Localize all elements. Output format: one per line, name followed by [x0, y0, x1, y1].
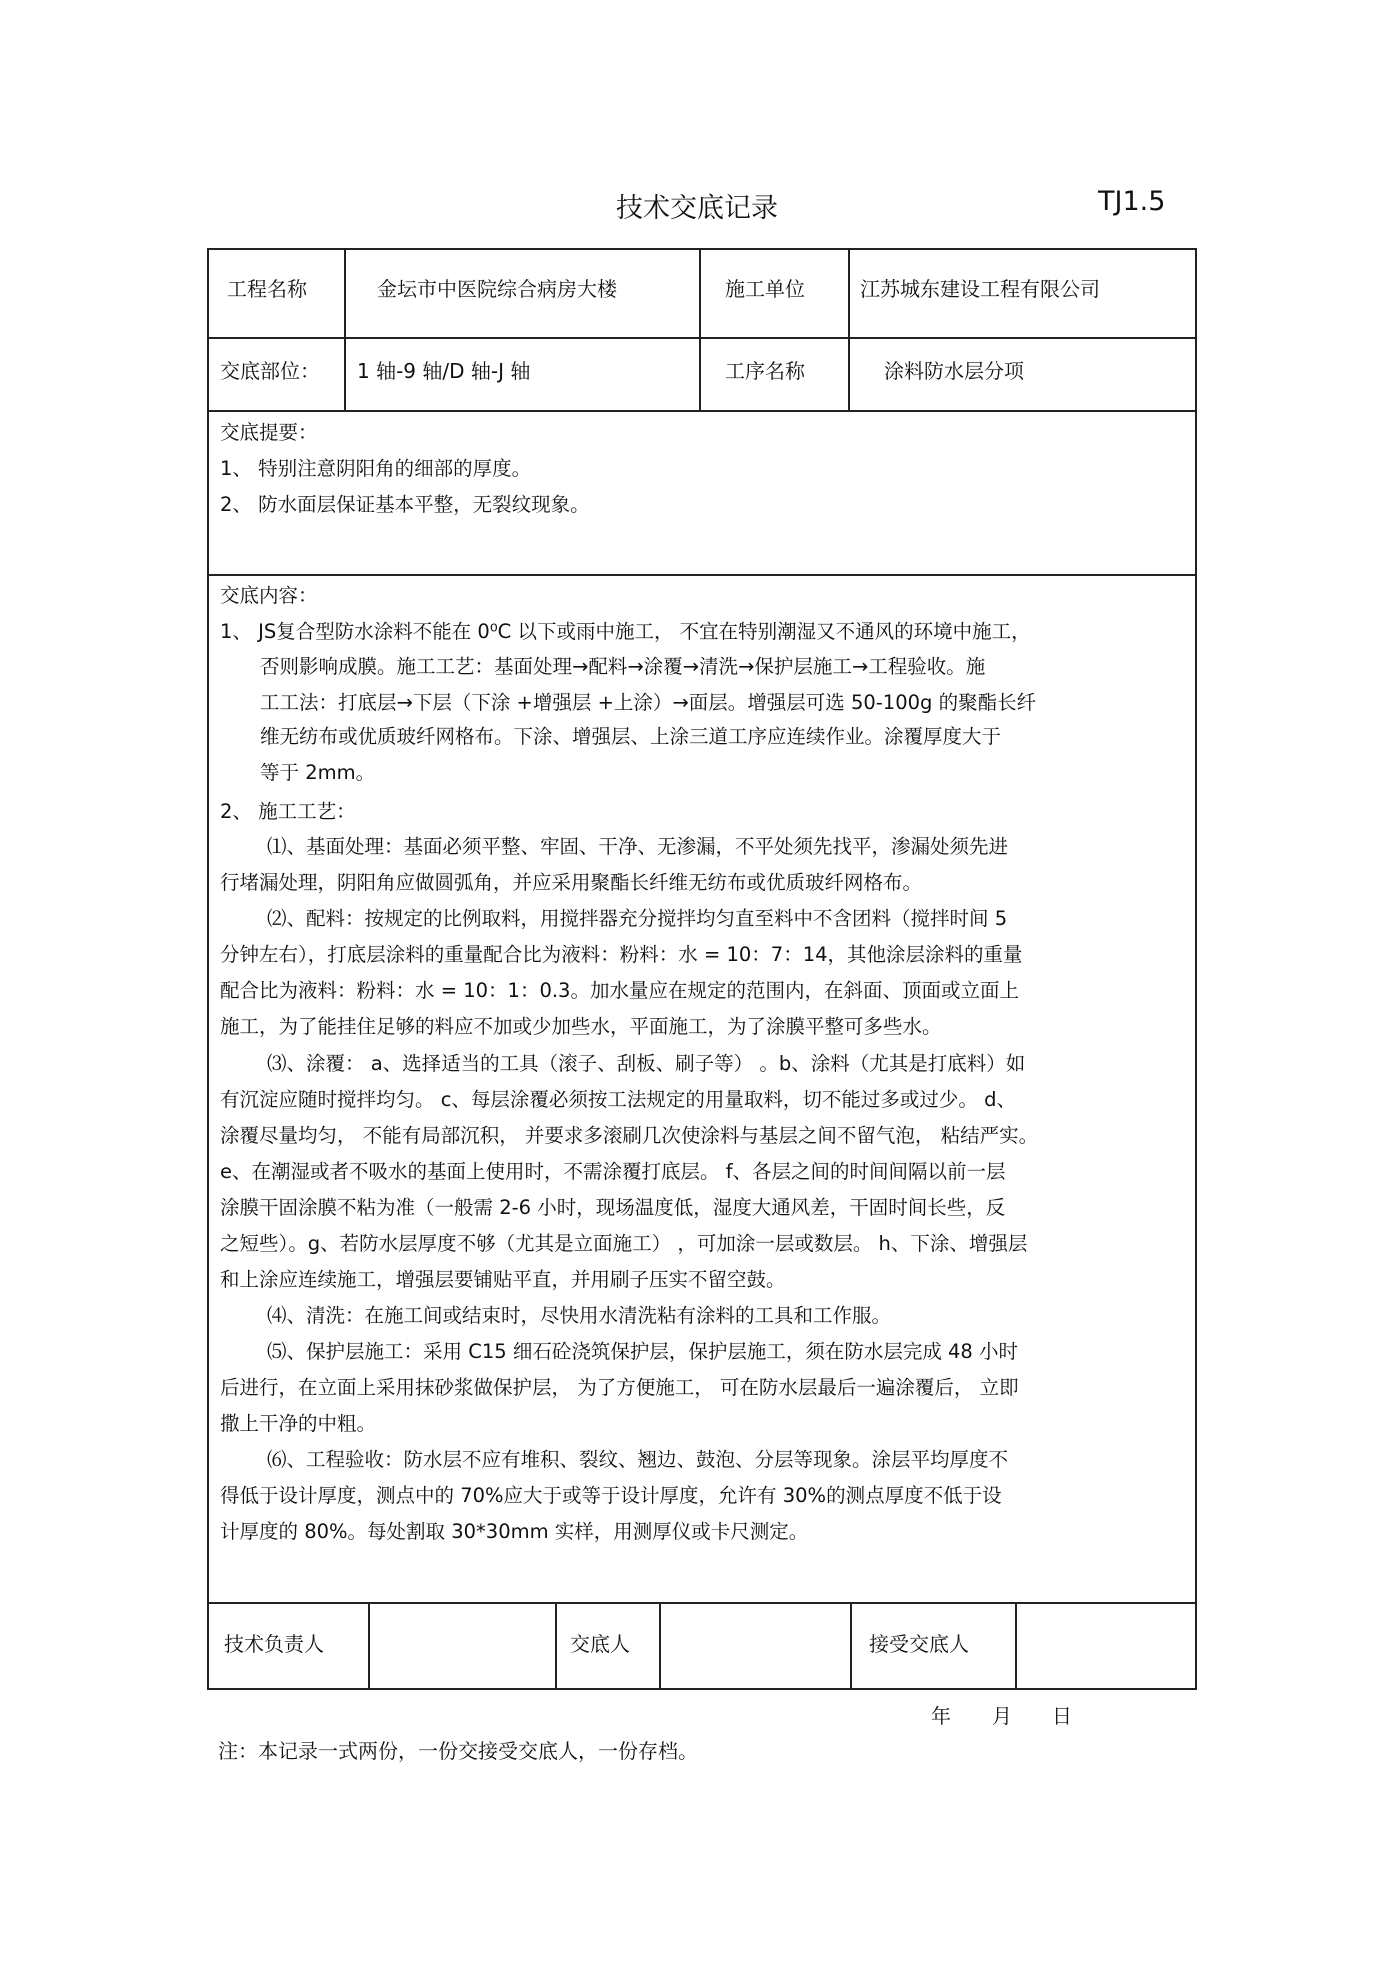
content-line: 涂覆尽量均匀， 不能有局部沉积， 并要求多滚刷几次使涂料与基层之间不留气泡， 粘结严实。	[220, 1124, 1039, 1147]
date-year: 年	[931, 1704, 951, 1728]
summary-heading: 交底提要：	[220, 421, 318, 444]
project-name-label: 工程名称	[227, 277, 307, 301]
row-divider	[209, 1602, 1195, 1604]
content-line: 和上涂应连续施工，增强层要铺贴平直，并用刷子压实不留空鼓。	[220, 1268, 786, 1291]
content-line: 有沉淀应随时搅拌均匀。 c、每层涂覆必须按工法规定的用量取料，切不能过多或过少。 d、	[220, 1088, 1016, 1111]
column-divider	[555, 1602, 557, 1688]
column-divider	[850, 1602, 852, 1688]
record-table	[207, 248, 1197, 1690]
row-divider	[209, 574, 1195, 576]
row-divider	[209, 410, 1195, 412]
date-month: 月	[992, 1704, 1012, 1728]
row-divider	[209, 337, 1195, 339]
content-line: 计厚度的 80%。每处割取 30*30mm 实样，用测厚仪或卡尺测定。	[220, 1520, 809, 1543]
content-line: 维无纺布或优质玻纤网格布。下涂、增强层、上涂三道工序应连续作业。涂覆厚度大于	[260, 725, 1002, 748]
content-line: 分钟左右），打底层涂料的重量配合比为液料：粉料：水 = 10：7：14，其他涂层涂料的重量	[220, 943, 1023, 966]
content-line: ⑹、工程验收：防水层不应有堆积、裂纹、翘边、鼓泡、分层等现象。涂层平均厚度不	[267, 1448, 1009, 1471]
tech-lead-label: 技术负责人	[224, 1632, 324, 1656]
construction-unit-value: 江苏城东建设工程有限公司	[860, 277, 1100, 301]
column-divider	[848, 250, 850, 410]
content-line: 否则影响成膜。施工工艺：基面处理→配料→涂覆→清洗→保护层施工→工程验收。施	[260, 655, 986, 678]
content-line: ⑵、配料：按规定的比例取料，用搅拌器充分搅拌均匀直至料中不含团料（搅拌时间 5	[267, 907, 1008, 930]
content-line: 工工法：打底层→下层（下涂 +增强层 +上涂）→面层。增强层可选 50-100g 的聚酯长纤	[260, 691, 1037, 714]
content-line: 之短些）。g、若防水层厚度不够（尤其是立面施工） ，可加涂一层或数层。 h、下涂、增强层	[220, 1232, 1028, 1255]
column-divider	[699, 250, 701, 410]
document-code: TJ1.5	[1098, 186, 1166, 217]
content-line: 撒上干净的中粗。	[220, 1412, 377, 1435]
content-line: 行堵漏处理，阴阳角应做圆弧角，并应采用聚酯长纤维无纺布或优质玻纤网格布。	[220, 871, 923, 894]
summary-item: 1、 特别注意阴阳角的细部的厚度。	[220, 457, 532, 480]
content-line: 施工，为了能挂住足够的料应不加或少加些水，平面施工，为了涂膜平整可多些水。	[220, 1015, 942, 1038]
content-line: 配合比为液料：粉料：水 = 10：1：0.3。加水量应在规定的范围内，在斜面、顶面或立面上	[220, 979, 1019, 1002]
content-line: 后进行，在立面上采用抹砂浆做保护层， 为了方便施工， 可在防水层最后一遍涂覆后， 立即	[220, 1376, 1019, 1399]
content-line: 等于 2mm。	[260, 761, 376, 784]
date-day: 日	[1052, 1704, 1072, 1728]
column-divider	[659, 1602, 661, 1688]
process-name-label: 工序名称	[725, 359, 805, 383]
column-divider	[344, 250, 346, 410]
document-title: 技术交底记录	[616, 193, 778, 224]
receiver-label: 接受交底人	[869, 1632, 969, 1656]
content-line: 2、 施工工艺：	[220, 800, 356, 823]
content-line: 得低于设计厚度，测点中的 70%应大于或等于设计厚度，允许有 30%的测点厚度不低于设	[220, 1484, 1002, 1507]
footnote: 注：本记录一式两份，一份交接受交底人，一份存档。	[218, 1739, 698, 1763]
process-name-value: 涂料防水层分项	[884, 359, 1024, 383]
discloser-label: 交底人	[570, 1632, 630, 1656]
column-divider	[1015, 1602, 1017, 1688]
location-label: 交底部位：	[220, 359, 320, 383]
content-line: ⑶、涂覆： a、选择适当的工具（滚子、刮板、刷子等） 。b、涂料（尤其是打底料）如	[267, 1052, 1026, 1075]
project-name-value: 金坛市中医院综合病房大楼	[377, 277, 617, 301]
content-line: e、在潮湿或者不吸水的基面上使用时，不需涂覆打底层。 f、各层之间的时间间隔以前一层	[220, 1160, 1006, 1183]
content-line: 涂膜干固涂膜不粘为准（一般需 2-6 小时，现场温度低，湿度大通风差，干固时间长些，反	[220, 1196, 1006, 1219]
content-line: 1、 JS复合型防水涂料不能在 0⁰C 以下或雨中施工， 不宜在特别潮湿又不通风的环境中施工，	[220, 620, 1031, 643]
construction-unit-label: 施工单位	[725, 277, 805, 301]
content-line: ⑷、清洗：在施工间或结束时，尽快用水清洗粘有涂料的工具和工作服。	[267, 1304, 892, 1327]
summary-item: 2、 防水面层保证基本平整，无裂纹现象。	[220, 493, 590, 516]
content-heading: 交底内容：	[220, 584, 318, 607]
location-value: 1 轴-9 轴/D 轴-J 轴	[357, 359, 531, 383]
content-line: ⑸、保护层施工：采用 C15 细石砼浇筑保护层，保护层施工，须在防水层完成 48 小时	[267, 1340, 1019, 1363]
column-divider	[368, 1602, 370, 1688]
content-line: ⑴、基面处理：基面必须平整、牢固、干净、无渗漏，不平处须先找平，渗漏处须先进	[267, 835, 1009, 858]
